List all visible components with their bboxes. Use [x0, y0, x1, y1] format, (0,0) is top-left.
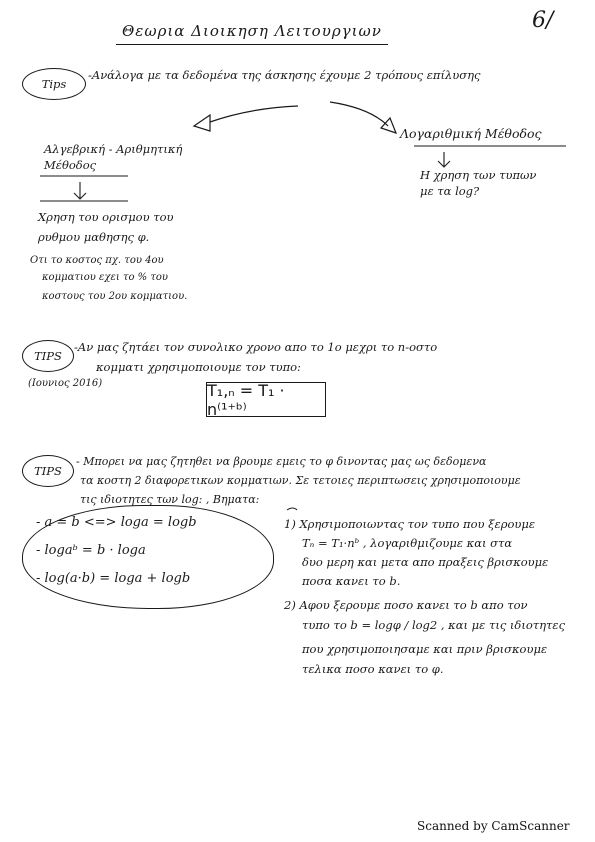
step1-line-1: 1) Χρησιμοποιωντας τον τυπο που ξερουμε	[284, 517, 536, 531]
tips-badge-1: Tips	[22, 68, 86, 100]
left-note-3: Οτι το κοστος πχ. του 4ου	[30, 255, 164, 266]
left-note-1: Χρηση του ορισμου του	[38, 210, 174, 224]
left-method-title: Αλγεβρική - Αριθμητική	[44, 142, 183, 156]
tip2-note: (Ιουνιος 2016)	[28, 378, 103, 389]
log-property-2: - logaᵇ = b · loga	[36, 543, 146, 558]
right-note-1: Η χρηση των τυπων	[420, 168, 537, 182]
right-method-title: Λογαριθμική Μέθοδος	[400, 126, 542, 141]
step2-line-3: που χρησιμοποιησαμε και πριν βρισκουμε	[302, 642, 548, 656]
step2-line-2: τυπο το b = logφ / log2 , και με τις ιδιοτητες	[302, 618, 566, 632]
left-note-5: κοστους του 2ου κομματιου.	[42, 291, 188, 302]
left-note-4: κομματιου εχει το % του	[42, 272, 168, 283]
left-method-title-2: Μέθοδος	[44, 158, 97, 172]
page-number: 6/	[532, 8, 554, 33]
tips-badge-2: TIPS	[22, 340, 74, 372]
tip3-text: - Μπορει να μας ζητηθει να βρουμε εμεις το φ δινοντας μας ως δεδομενα	[76, 455, 487, 468]
log-property-1: - a = b <=> loga = logb	[36, 515, 197, 530]
step1-line-3: δυο μερη και μετα απο πραξεις βρισκουμε	[302, 555, 549, 569]
step2-line-4: τελικα ποσο κανει το φ.	[302, 662, 444, 676]
tip2-text: -Αν μας ζητάει τον συνολικο χρονο απο το 1ο μεχρι το n-οστο	[74, 340, 438, 354]
tips-badge-3: TIPS	[22, 455, 74, 487]
step1-line-2: Tₙ = T₁·nᵇ , λογαριθμιζουμε και στα	[302, 536, 513, 550]
log-property-3: - log(a·b) = loga + logb	[36, 571, 191, 586]
tip2-text-2: κομματι χρησιμοποιουμε τον τυπο:	[96, 360, 301, 374]
left-note-2: ρυθμου μαθησης φ.	[38, 230, 150, 244]
scanner-watermark: Scanned by CamScanner	[417, 819, 570, 833]
step1-line-4: ποσα κανει το b.	[302, 574, 401, 588]
tip1-text: -Ανάλογα με τα δεδομένα της άσκησης έχουμε 2 τρόπους επίλυσης	[88, 68, 481, 82]
step2-line-1: 2) Αφου ξερουμε ποσο κανει το b απο τον	[284, 598, 528, 612]
page-title: Θεωρια Διοικηση Λειτουργιων	[122, 22, 382, 40]
tip3-text-3: τις ιδιοτητες των log: , Βηματα:	[80, 493, 260, 506]
tip3-text-2: τα κοστη 2 διαφορετικων κομματιων. Σε τετοιες περιπτωσεις χρησιμοποιουμε	[80, 474, 521, 487]
formula-box: T₁,ₙ = T₁ · n⁽¹⁺ᵇ⁾	[206, 382, 326, 417]
right-note-2: με τα log?	[420, 184, 480, 198]
